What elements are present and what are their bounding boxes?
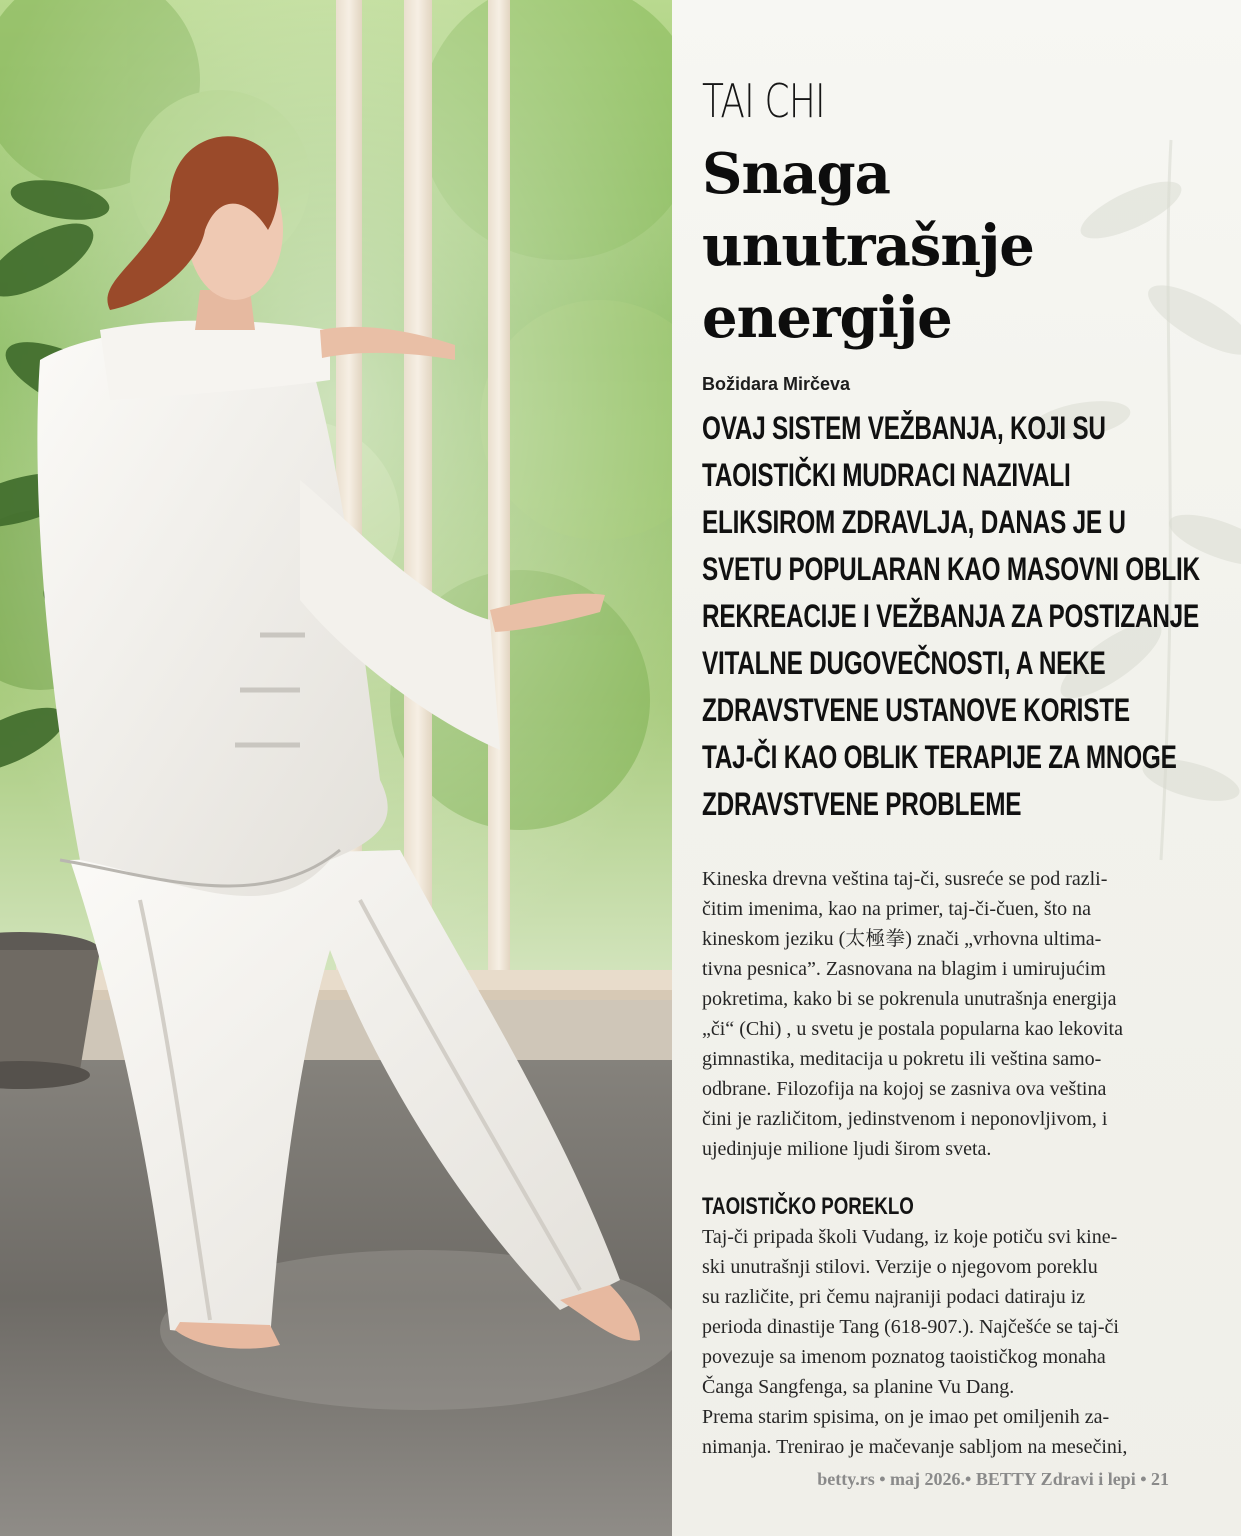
body-line: odbrane. Filozofija na kojoj se zasniva ova veština <box>702 1078 1107 1100</box>
headline-line: energije <box>702 285 952 351</box>
body-line: Taj-či pripada školi Vudang, iz koje potiču svi kine- <box>702 1226 1118 1248</box>
body-line: ski unutrašnji stilovi. Verzije o njegovom poreklu <box>702 1256 1098 1278</box>
body-line: Čanga Sangfenga, sa planine Vu Dang. <box>702 1376 1015 1398</box>
body-line: perioda dinastije Tang (618-907.). Najčešće se taj-či <box>702 1316 1119 1338</box>
body-line: Prema starim spisima, on je imao pet omiljenih za- <box>702 1406 1110 1428</box>
body-line: čitim imenima, kao na primer, taj-či-čuen, što na <box>702 898 1092 920</box>
body-line: ujedinjuje milione ljudi širom sveta. <box>702 1138 992 1160</box>
section-heading: TAOISTIČKO POREKLO <box>702 1193 914 1220</box>
body-line: pokretima, kako bi se pokrenula unutrašnja energija <box>702 988 1117 1010</box>
section-kicker: TAI CHI <box>702 74 825 128</box>
lead-line: TAOISTIČKI MUDRACI NAZIVALI <box>702 457 1071 493</box>
lead-line: VITALNE DUGOVEČNOSTI, A NEKE <box>702 645 1106 681</box>
text-column <box>672 0 1241 1536</box>
author-byline: Božidara Mirčeva <box>702 374 851 394</box>
lead-line: ELIKSIROM ZDRAVLJA, DANAS JE U <box>702 504 1126 540</box>
origin-section <box>702 1192 1180 1462</box>
article-headline <box>702 138 1202 354</box>
article-lead <box>702 405 1200 828</box>
article-header <box>702 70 1202 828</box>
headline-line: Snaga <box>702 141 890 207</box>
body-line: tivna pesnica”. Zasnovana na blagim i umirujućim <box>702 958 1106 980</box>
page-folio: betty.rs • maj 2026.• BETTY Zdravi i lepi • 21 <box>817 1469 1169 1489</box>
lead-line: SVETU POPULARAN KAO MASOVNI OBLIK <box>702 551 1200 587</box>
lead-line: TAJ-ČI KAO OBLIK TERAPIJE ZA MNOGE <box>702 739 1177 775</box>
intro-paragraph <box>702 864 1180 1164</box>
body-line: „či“ (Chi) , u svetu je postala popularna kao lekovita <box>702 1018 1123 1040</box>
lead-line: ZDRAVSTVENE USTANOVE KORISTE <box>702 692 1130 728</box>
lead-line: OVAJ SISTEM VEŽBANJA, KOJI SU <box>702 410 1106 446</box>
lead-line: REKREACIJE I VEŽBANJA ZA POSTIZANJE <box>702 598 1199 634</box>
body-line: gimnastika, meditacija u pokretu ili veština samo- <box>702 1048 1102 1070</box>
body-line: Kineska drevna veština taj-či, susreće se pod razli- <box>702 868 1108 890</box>
body-line: povezuje sa imenom poznatog taoističkog monaha <box>702 1346 1106 1368</box>
lead-line: ZDRAVSTVENE PROBLEME <box>702 786 1022 822</box>
body-line: čini je različitom, jedinstvenom i neponovljivom, i <box>702 1108 1108 1130</box>
body-line: nimanja. Trenirao je mačevanje sabljom na mesečini, <box>702 1436 1128 1458</box>
headline-line: unutrašnje <box>702 213 1034 279</box>
body-line: kineskom jeziku (太極拳) znači „vrhovna ultima- <box>702 928 1102 950</box>
body-line: su različite, pri čemu najraniji podaci datiraju iz <box>702 1286 1086 1308</box>
